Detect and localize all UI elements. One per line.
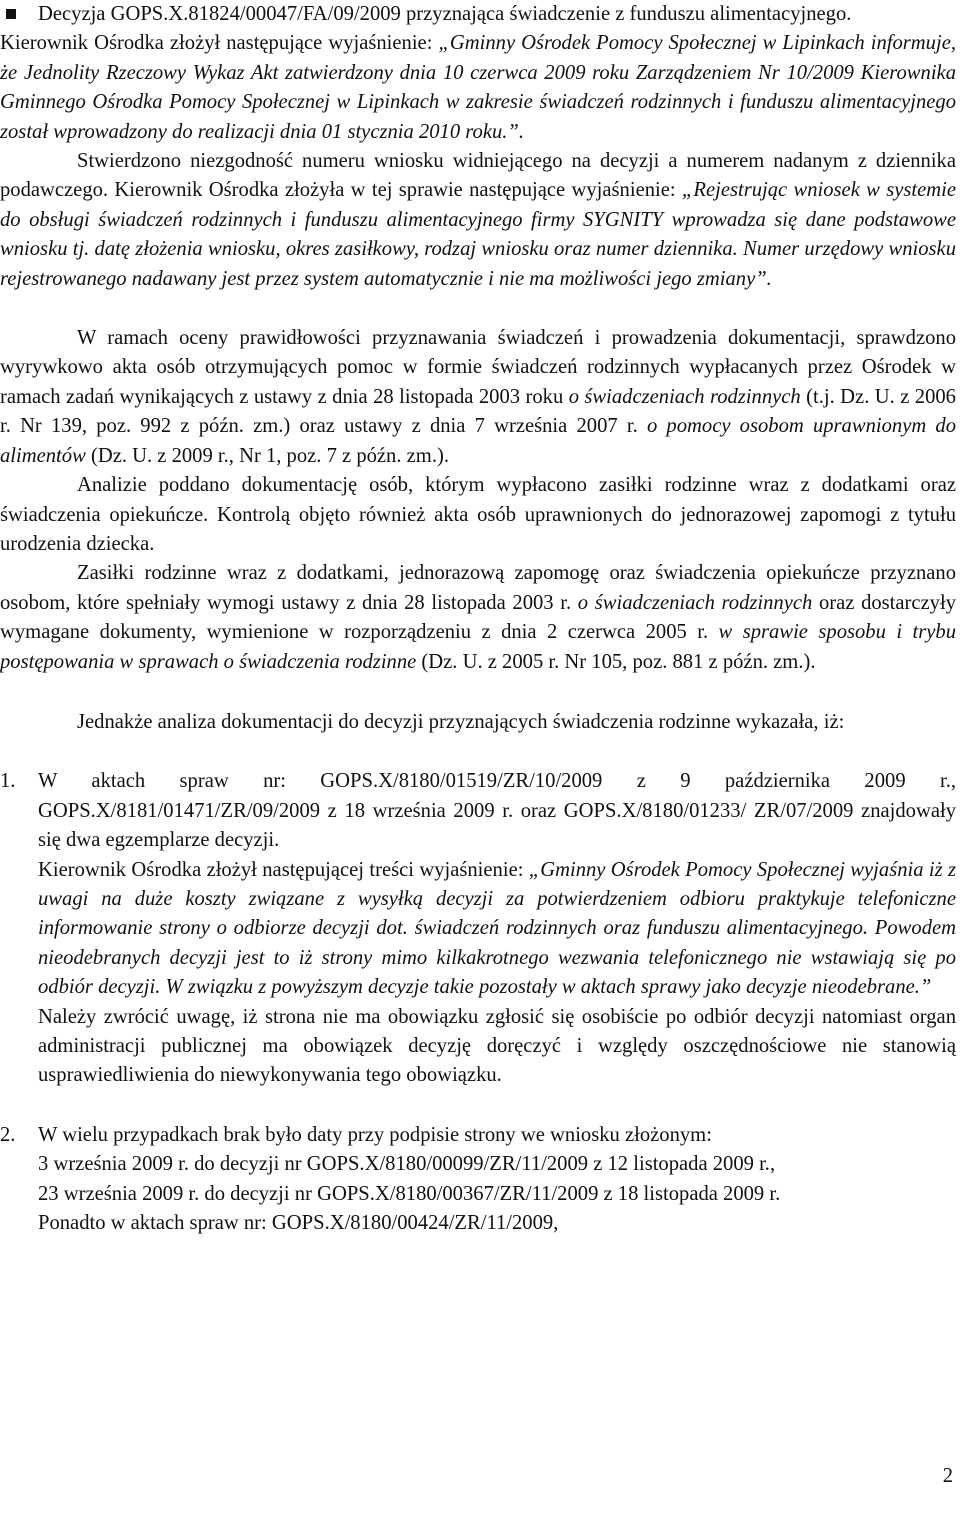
square-bullet-icon (6, 9, 16, 19)
list-number: 1. (0, 770, 16, 793)
list-item-2-line-2: 3 września 2009 r. do decyzji nr GOPS.X/8180/00099/ZR/11/2009 z 12 listopada 2009 r., (38, 1153, 776, 1176)
findings-intro-paragraph: Jednakże analiza dokumentacji do decyzji przyznających świadczenia rodzinne wykazała, iż: (77, 710, 845, 733)
benefits-text-2: oraz dostarczyły wymagane dokumenty, wymienione w rozporządzeniu z dnia 2 czerwca 2005 r. (0, 591, 956, 644)
inconsistency-paragraph (0, 147, 956, 294)
list-item-1-explanation-quote: „Gminny Ośrodek Pomocy Społecznej wyjaśnia iż z uwagi na duże koszty związane z wysyłką decyzji za potwierdzeniem odbioru praktykuje telefoniczne informowanie strony o odbiorze decyzji dot. świadczeń rodzinnych oraz funduszu alimentacyjnego. Powodem nieodebranych decyzji jest to iż strony mimo kilkakrotnego wezwania telefonicznego nie wstawiają się po odbiór decyzji. W związku z powyższym decyzje takie pozostały w aktach sprawy jako decyzje nieodebrane.” (38, 858, 956, 999)
assessment-text: W ramach oceny prawidłowości przyznawania świadczeń i prowadzenia dokumentacji, sprawdzono wyrywkowo akta osób otrzymujących pomoc w formie świadczeń rodzinnych wypłacanych przez Ośrodek w ramach zadań wynikających z ustawy z dnia 28 listopada 2003 roku (0, 327, 956, 408)
list-item-2-line-4: Ponadto w aktach spraw nr: GOPS.X/8180/00424/ZR/11/2009, (38, 1212, 559, 1235)
benefits-paragraph (0, 559, 956, 677)
list-item-2 (0, 1121, 956, 1239)
act-title-italic-2: o pomocy osobom uprawnionym do alimentów (0, 415, 956, 467)
explanation-intro: Kierownik Ośrodka złożył następujące wyjaśnienie: (0, 32, 439, 55)
list-item-1-explanation (38, 856, 956, 1003)
act-title-italic-3: o świadczeniach rodzinnych (577, 591, 813, 614)
explanation-paragraph-1 (0, 29, 956, 147)
benefits-text: Zasiłki rodzinne wraz z dodatkami, jednorazową zapomogę oraz świadczenia opiekuńcze przyznano osobom, które spełniały wymogi ustawy z dnia 28 listopada 2003 r. (0, 562, 956, 614)
bullet-item (0, 0, 956, 29)
benefits-text-3: (Dz. U. z 2005 r. Nr 105, poz. 881 z późn. zm.). (416, 650, 816, 673)
regulation-title-italic: w sprawie sposobu i trybu postępowania w sprawach o świadczenia rodzinne (0, 621, 956, 673)
page-number: 2 (942, 1465, 953, 1487)
list-item-1 (0, 767, 956, 1090)
inconsistency-quote: „Rejestrując wniosek w systemie do obsługi świadczeń rodzinnych i funduszu alimentacyjnego firmy SYGNITY wprowadza się dane podstawowe wniosku tj. datę złożenia wniosku, okres zasiłkowy, rodzaj wniosku oraz numer dziennika. Numer urzędowy wniosku rejestrowanego nadawany jest przez system automatycznie i nie ma możliwości jego zmiany”. (0, 179, 956, 290)
assessment-paragraph (0, 324, 956, 471)
explanation-quote: „Gminny Ośrodek Pomocy Społecznej w Lipinkach informuje, że Jednolity Rzeczowy Wykaz Akt zatwierdzony dnia 10 czerwca 2009 roku Zarządzeniem Nr 10/2009 Kierownika Gminnego Ośrodka Pomocy Społecznej w Lipinkach w zakresie świadczeń rodzinnych i funduszu alimentacyjnego został wprowadzony do realizacji dnia 01 stycznia 2010 roku.”. (0, 32, 956, 143)
act-title-italic: o świadczeniach rodzinnych (568, 385, 801, 408)
analysis-paragraph: Analizie poddano dokumentację osób, którym wypłacono zasiłki rodzinne wraz z dodatkami oraz świadczenia opiekuńcze. Kontrolą objęto również akta osób uprawnionych do jednorazowej zapomogi z tytułu urodzenia dziecka. (0, 474, 956, 555)
decision-paragraph: Decyzja GOPS.X.81824/00047/FA/09/2009 przyznająca świadczenie z funduszu alimentacyjnego. (38, 3, 852, 25)
inconsistency-text: Stwierdzono niezgodność numeru wniosku widniejącego na decyzji a numerem nadanym z dziennika podawczego. Kierownik Ośrodka złożyła w tej sprawie następujące wyjaśnienie: (0, 150, 956, 202)
list-item-1-explanation-intro: Kierownik Ośrodka złożył następującej treści wyjaśnienie: (38, 858, 529, 881)
list-item-2-line-1: W wielu przypadkach brak było daty przy podpisie strony we wniosku złożonym: (38, 1123, 712, 1146)
assessment-text-2: (t.j. Dz. U. z 2006 r. Nr 139, poz. 992 z późn. zm.) oraz ustawy z dnia 7 września 2007 r. (0, 385, 956, 438)
assessment-text-3: (Dz. U. z 2009 r., Nr 1, poz. 7 z późn. zm.). (85, 444, 449, 467)
list-item-1-text: W aktach spraw nr: GOPS.X/8180/01519/ZR/10/2009 z 9 października 2009 r., GOPS.X/8181/01471/ZR/09/2009 z 18 września 2009 r. oraz GOPS.X/8180/01233/ ZR/07/2009 znajdowały się dwa egzemplarze decyzji. (38, 770, 956, 852)
list-item-2-line-3: 23 września 2009 r. do decyzji nr GOPS.X/8180/00367/ZR/11/2009 z 18 listopada 2009 r. (38, 1182, 781, 1205)
list-number: 2. (0, 1123, 16, 1146)
list-item-1-note: Należy zwrócić uwagę, iż strona nie ma obowiązku zgłosić się osobiście po odbiór decyzji natomiast organ administracji publicznej ma obowiązek decyzję doręczyć i względy oszczędnościowe nie stanowią usprawiedliwienia do niewykonywania tego obowiązku. (38, 1005, 956, 1087)
